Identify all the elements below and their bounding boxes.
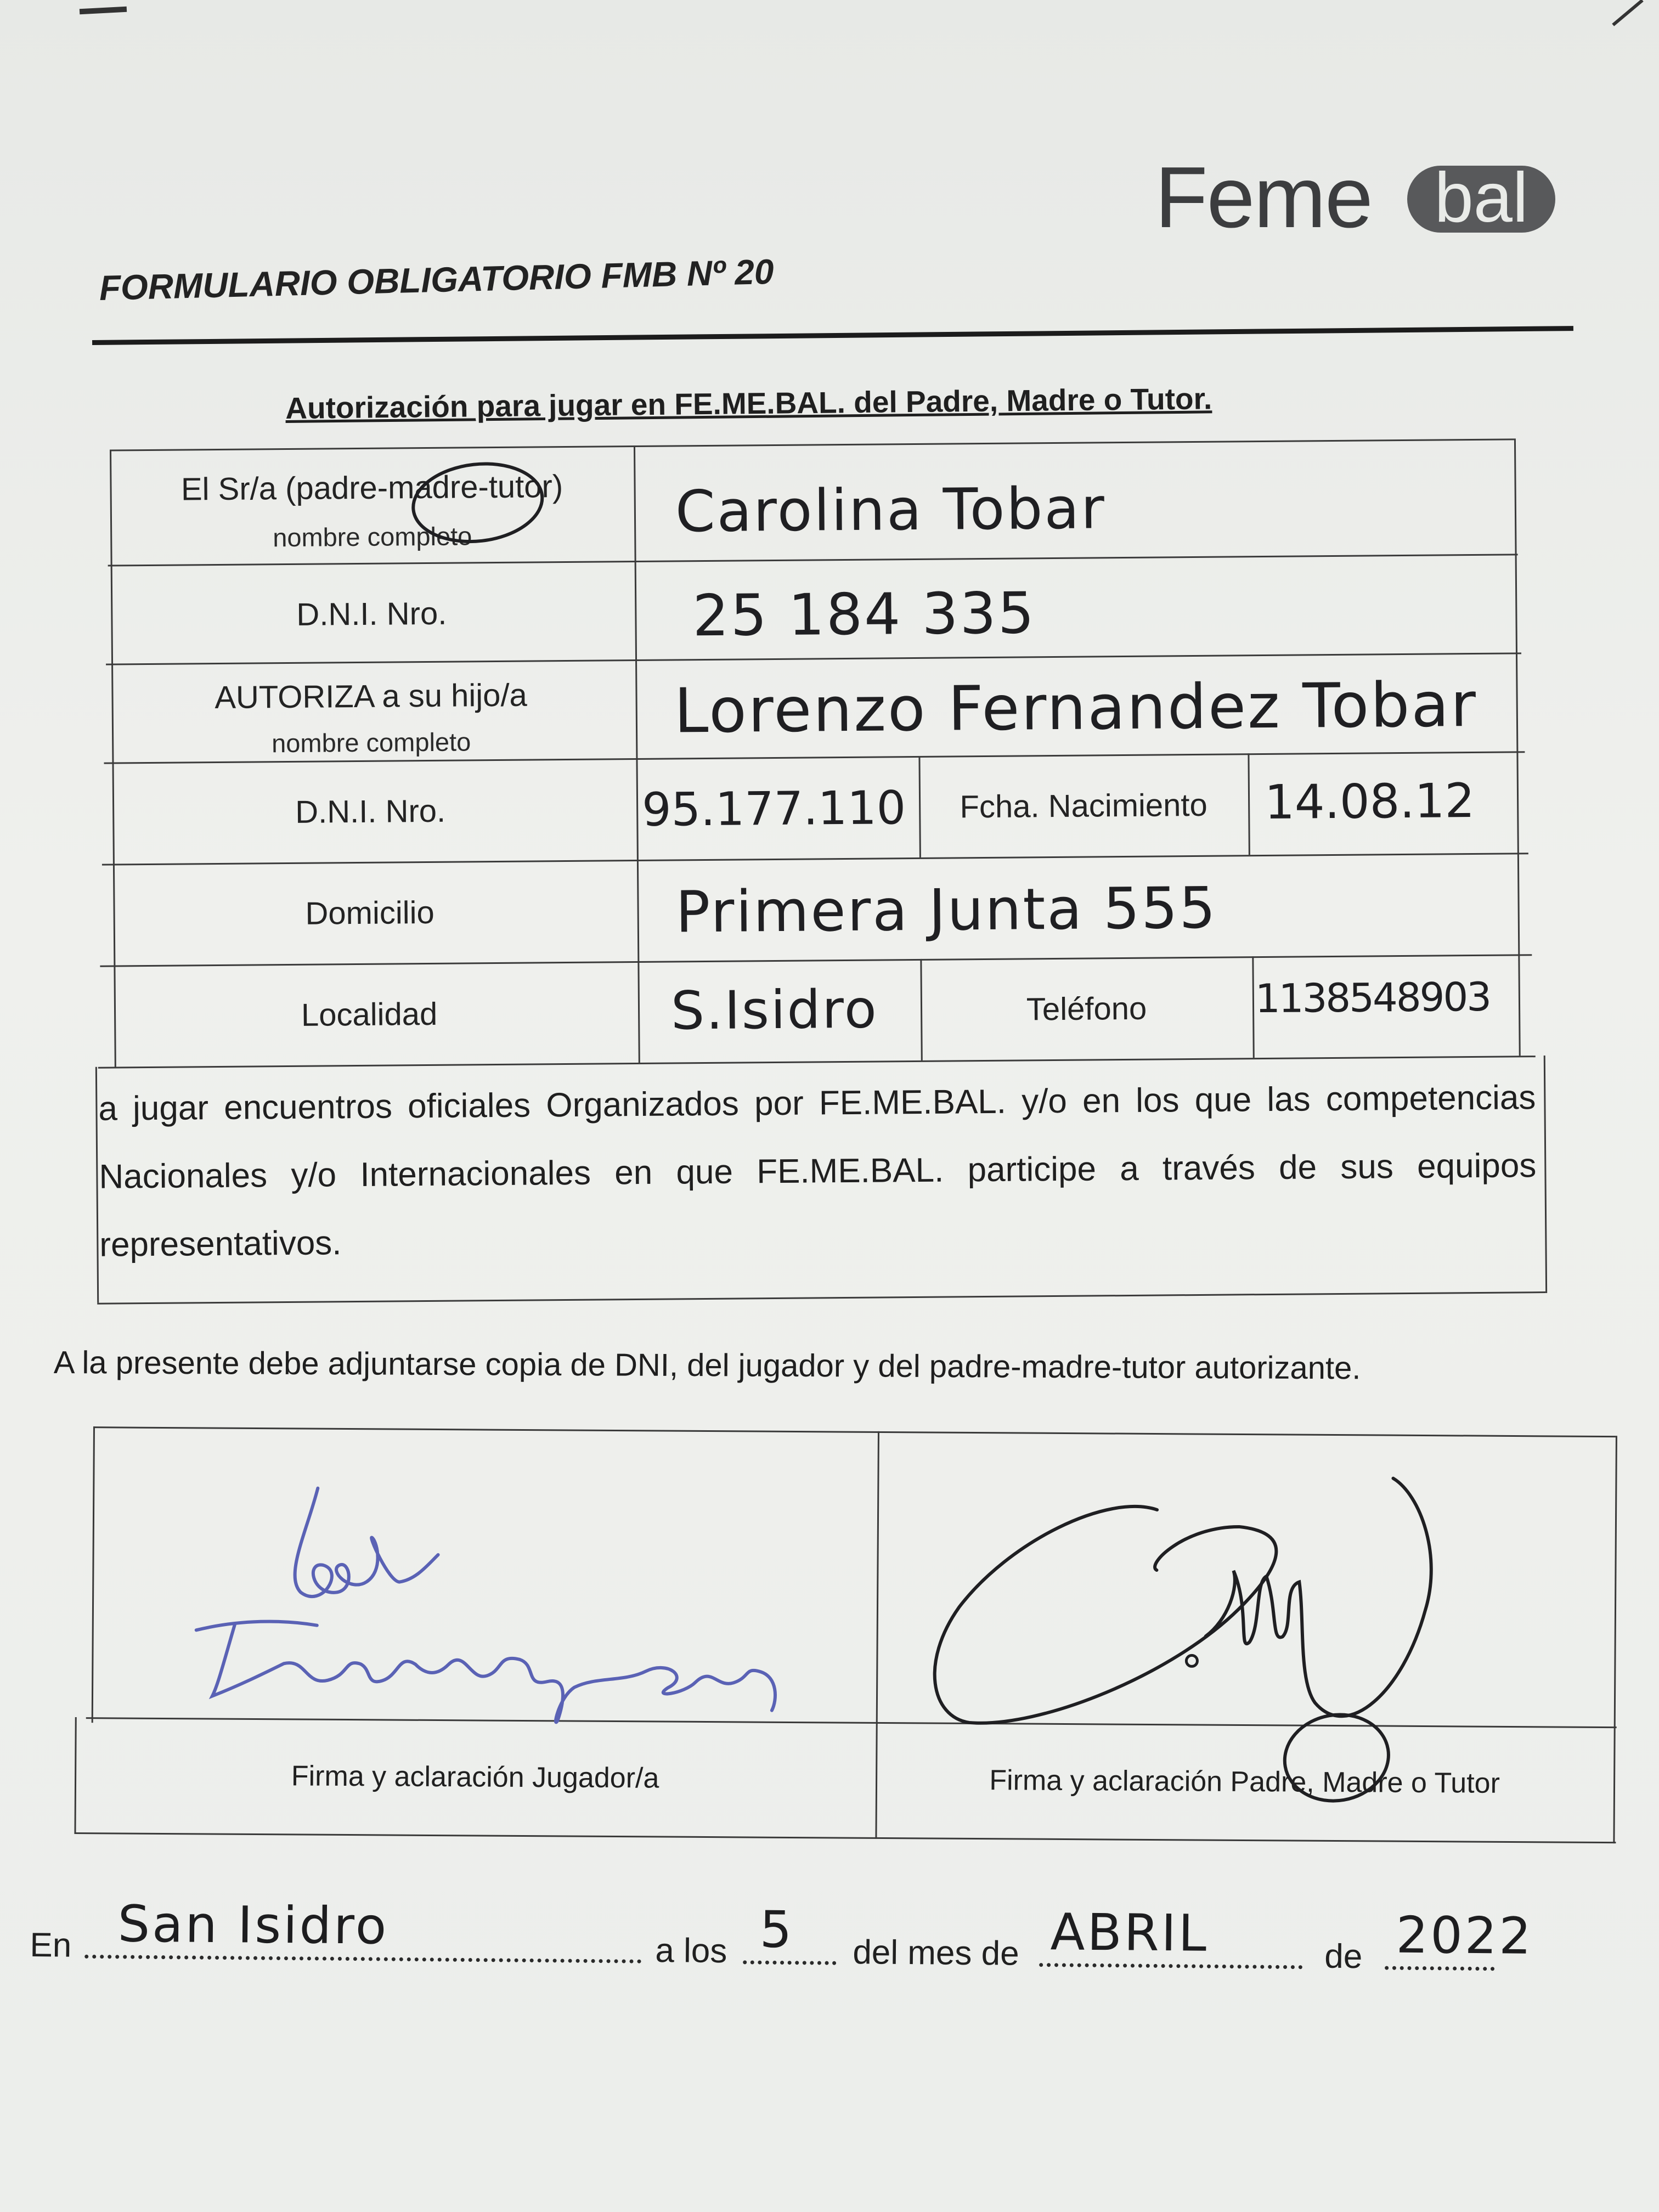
- month-value: ABRIL: [1050, 1903, 1209, 1963]
- table-border: [1544, 1056, 1547, 1293]
- year-label: de: [1324, 1937, 1363, 1976]
- authorization-table: [77, 438, 1554, 1306]
- day-dots: [743, 1960, 836, 1965]
- table-row-divider: [100, 954, 1532, 967]
- parent-dni-label: D.N.I. Nro.: [296, 595, 447, 633]
- child-name-label: AUTORIZA a su hijo/a: [215, 677, 528, 716]
- day-value: 5: [759, 1900, 794, 1960]
- table-row-divider: [102, 853, 1528, 865]
- form-title: FORMULARIO OBLIGATORIO FMB Nº 20: [99, 251, 775, 308]
- authorization-paragraph: a jugar encuentros oficiales Organizados por FE.ME.BAL. y/o en los que las competencias Nacionales y/o Internacionales en que FE.ME.BAL. participe a través de sus equipos representativos.: [98, 1079, 1537, 1264]
- form-subtitle: Autorización para jugar en FE.ME.BAL. del Padre, Madre o Tutor.: [285, 381, 1212, 425]
- place-dots: [84, 1955, 641, 1963]
- parent-name-sublabel: nombre completo: [272, 521, 472, 552]
- year-value: 2022: [1396, 1905, 1534, 1966]
- phone-value: 1138548903: [1255, 973, 1491, 1022]
- a-los-label: a los: [655, 1931, 727, 1971]
- year-dots: [1385, 1966, 1494, 1971]
- femebal-logo: [1155, 148, 1561, 247]
- month-dots: [1039, 1963, 1302, 1969]
- signature-table: [74, 1426, 1613, 1853]
- child-name-sublabel: nombre completo: [271, 727, 471, 758]
- table-border: [74, 1832, 1616, 1843]
- locality-value: S.Isidro: [670, 978, 878, 1042]
- child-dni-value: 95.177.110: [641, 781, 906, 837]
- address-value: Primera Junta 555: [675, 874, 1218, 946]
- logo-text: Feme: [1155, 149, 1372, 246]
- month-label: del mes de: [853, 1933, 1019, 1973]
- parent-signature-caption: Firma y aclaración Padre, Madre o Tutor: [989, 1764, 1500, 1799]
- parent-name-label: El Sr/a (padre-madre-tutor): [180, 469, 563, 507]
- address-label: Domicilio: [305, 894, 435, 932]
- locality-label: Localidad: [301, 996, 438, 1033]
- madre-circle-mark: [406, 457, 549, 551]
- birth-date-value: 14.08.12: [1264, 774, 1475, 831]
- place-value: San Isidro: [117, 1894, 389, 1956]
- player-signature: [141, 1454, 856, 1744]
- date-place-line: [30, 1894, 1621, 1989]
- table-row-divider: [106, 652, 1521, 665]
- logo-badge: bal: [1407, 166, 1555, 233]
- en-label: En: [30, 1926, 72, 1965]
- table-border: [92, 1426, 95, 1723]
- phone-label: Teléfono: [1026, 990, 1147, 1028]
- birth-date-label: Fcha. Nacimiento: [960, 787, 1208, 825]
- table-row-divider: [108, 554, 1518, 566]
- child-name-value: Lorenzo Fernandez Tobar: [674, 669, 1478, 747]
- player-signature-caption: Firma y aclaración Jugador/a: [291, 1760, 659, 1795]
- table-border: [1514, 438, 1521, 1056]
- parent-signature: [898, 1442, 1590, 1754]
- child-dni-label: D.N.I. Nro.: [295, 793, 446, 830]
- parent-dni-value: 25 184 335: [692, 579, 1036, 650]
- attachment-note: A la presente debe adjuntarse copia de DNI, del jugador y del padre-madre-tutor autorizante.: [53, 1345, 1361, 1386]
- parent-name-value: Carolina Tobar: [675, 475, 1107, 545]
